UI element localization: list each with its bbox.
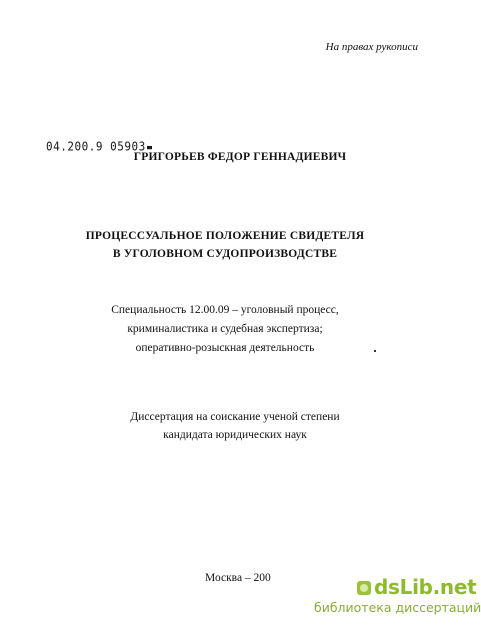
- scan-speck: [374, 350, 376, 352]
- specialty-line: Специальность 12.00.09 – уголовный процесс,: [111, 304, 339, 316]
- degree-block: [0, 408, 450, 444]
- title-line: ПРОЦЕССУАЛЬНОЕ ПОЛОЖЕНИЕ СВИДЕТЕЛЯ: [85, 230, 365, 242]
- watermark-brand-row: [357, 575, 476, 599]
- rights-note: На правах рукописи: [325, 41, 418, 53]
- stamp-number-text: 04.200.9 05903: [46, 139, 146, 154]
- stamp-mark: [147, 145, 152, 148]
- degree-line: Диссертация на соискание ученой степени: [130, 411, 340, 423]
- dissertation-title: [0, 227, 450, 263]
- specialty-block: [0, 301, 450, 358]
- degree-line: кандидата юридических наук: [163, 429, 307, 441]
- watermark-brand: dsLib.net: [374, 575, 477, 599]
- author-name: ГРИГОРЬЕВ ФЕДОР ГЕННАДИЕВИЧ: [133, 151, 347, 163]
- dslib-watermark: [300, 575, 481, 626]
- specialty-line: криминалистика и судебная экспертиза;: [127, 323, 323, 335]
- dslib-logo-icon: [357, 581, 371, 595]
- city-year: Москва – 200: [205, 572, 271, 584]
- title-line: В УГОЛОВНОМ СУДОПРОИЗВОДСТВЕ: [112, 248, 338, 260]
- watermark-subtitle: библиотека диссертаций: [314, 600, 481, 615]
- specialty-line: оперативно-розыскная деятельность: [135, 342, 315, 354]
